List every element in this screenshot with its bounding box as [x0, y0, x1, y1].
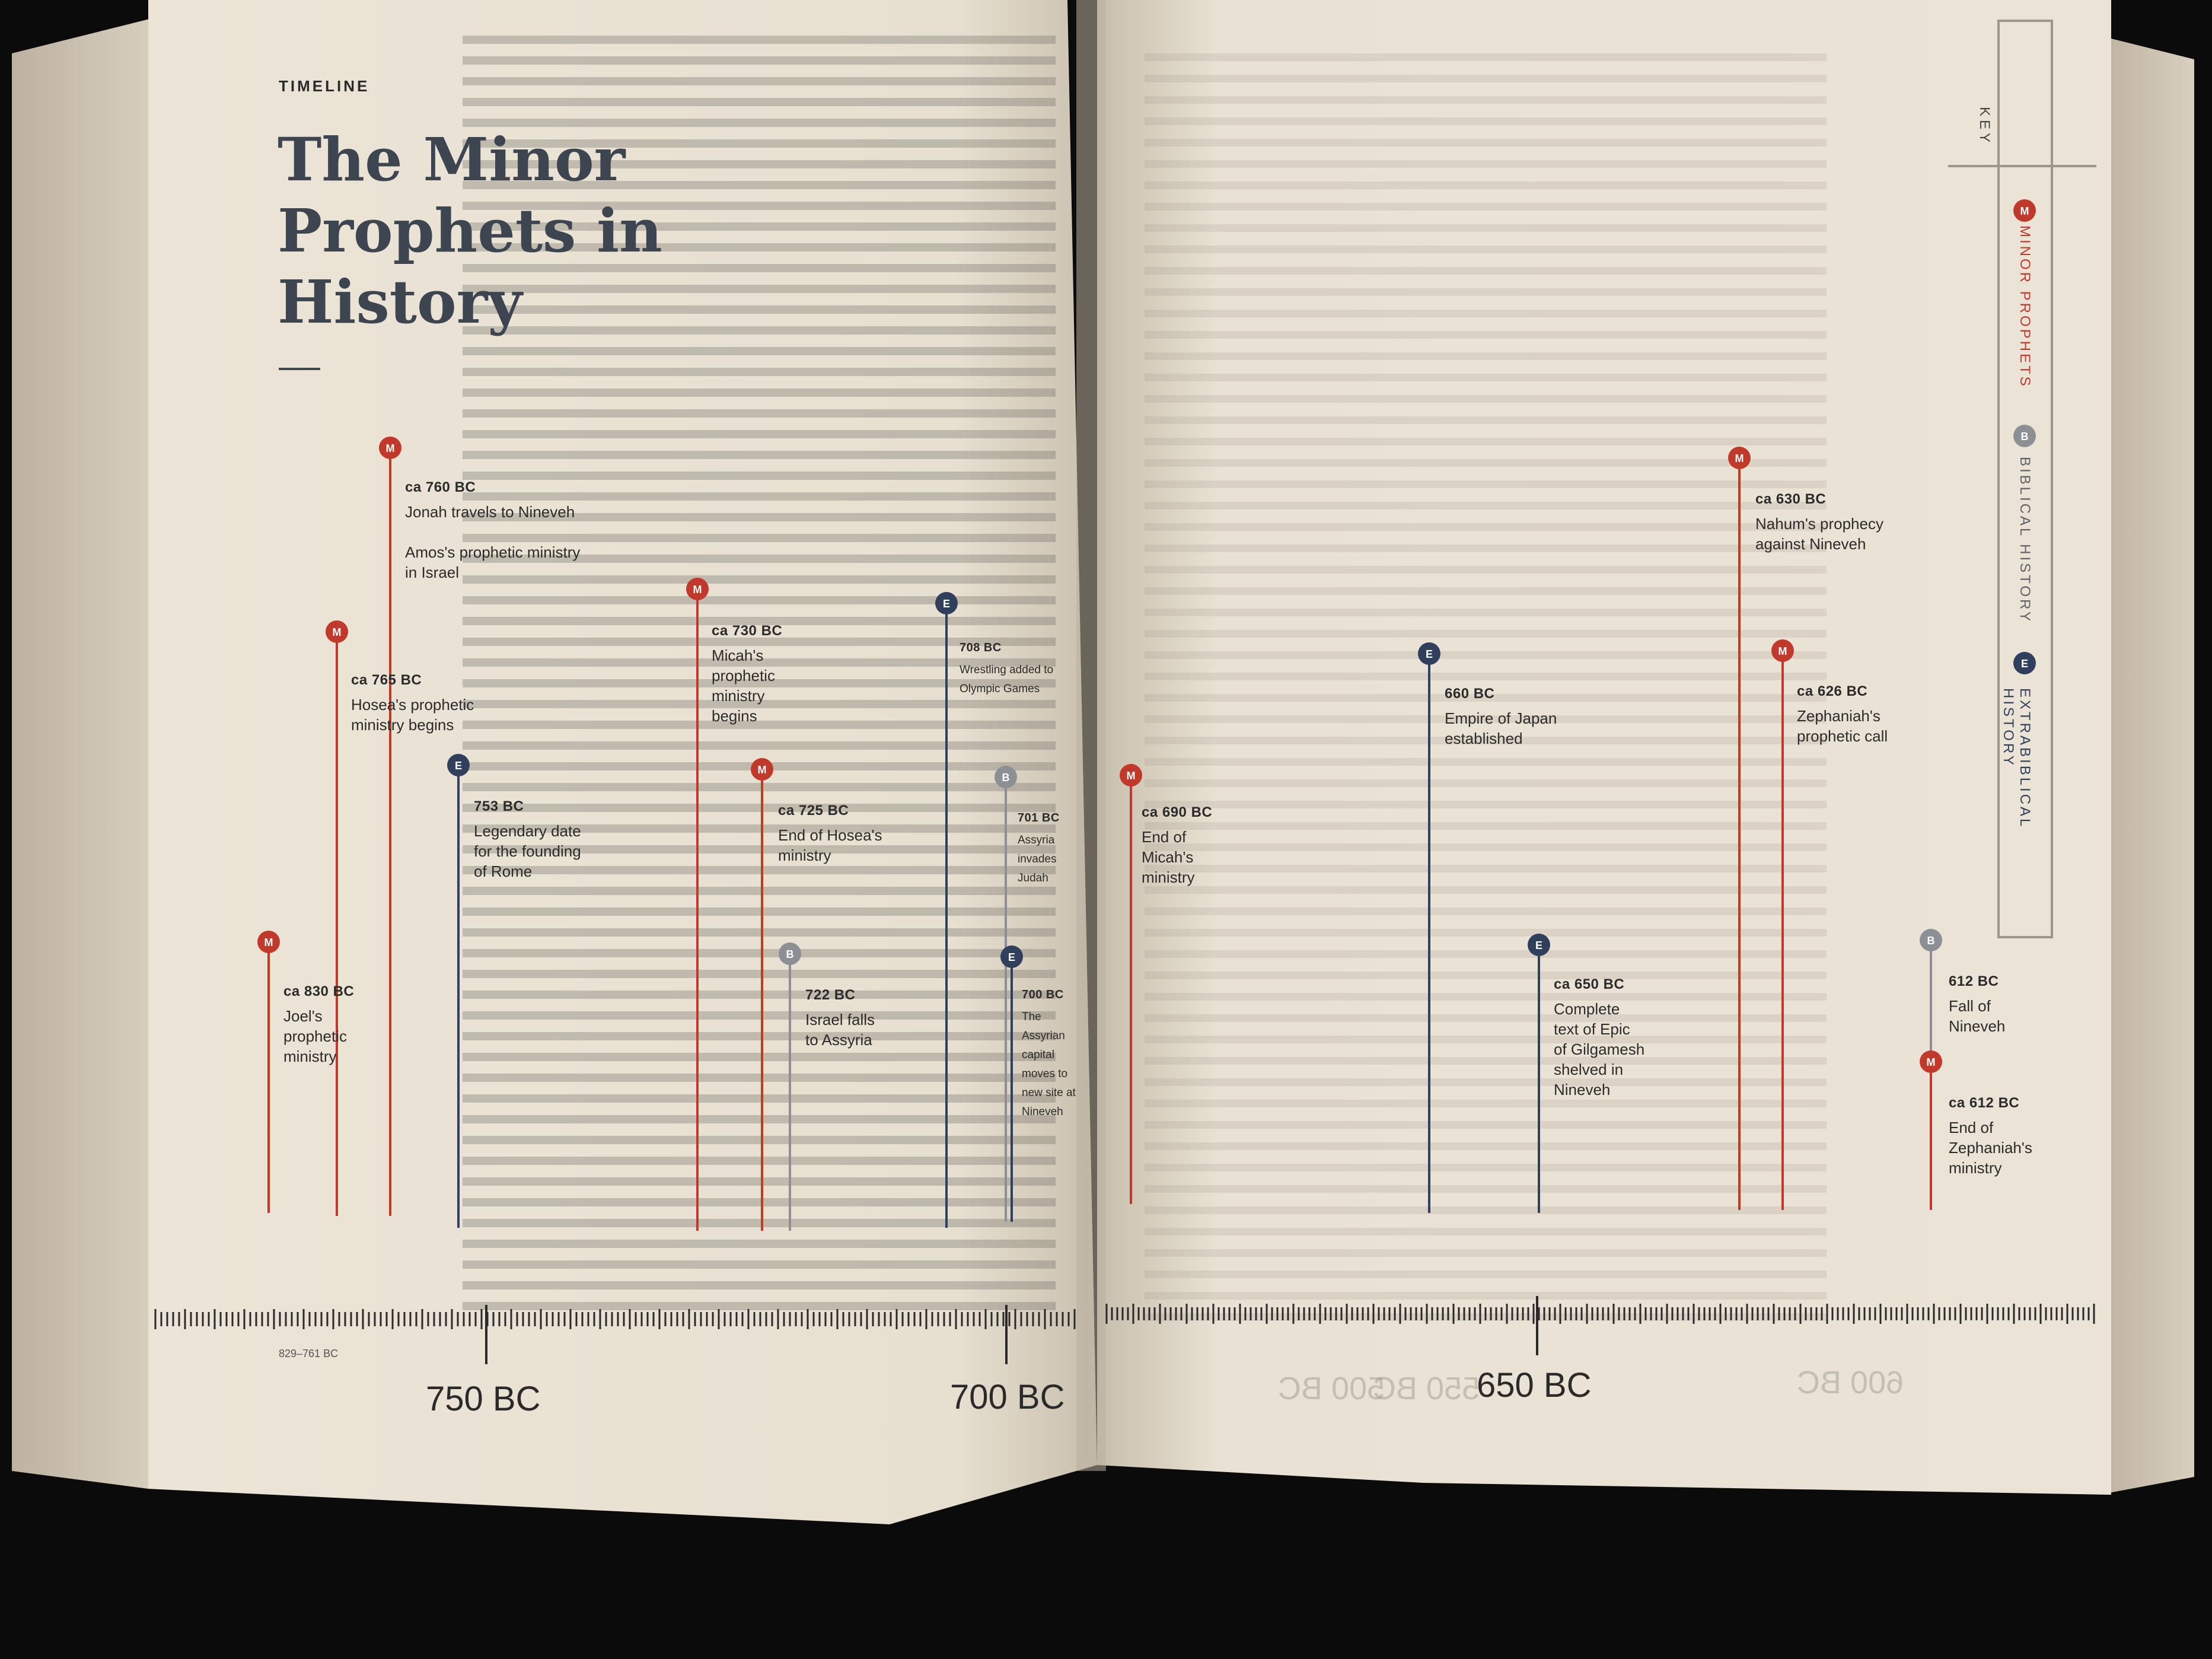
- ghost-line: [463, 1011, 1056, 1020]
- event-marker-letter: M: [1778, 645, 1787, 657]
- ghost-line: [1145, 53, 1827, 61]
- ghost-line: [1145, 331, 1827, 339]
- ghost-line: [1145, 843, 1827, 851]
- ghost-line: [1145, 993, 1827, 1001]
- ghost-line: [1145, 1249, 1827, 1257]
- ghost-line: [463, 1302, 1056, 1310]
- ghost-line: [1145, 224, 1827, 232]
- ghost-line: [1145, 886, 1827, 894]
- ghost-line: [463, 928, 1056, 937]
- ghost-line: [1145, 1270, 1827, 1278]
- event-label-assyria-judah: 701 BC Assyria invades Judah: [1018, 811, 1060, 884]
- ghost-line: [1145, 1078, 1827, 1086]
- ghost-line: [1145, 801, 1827, 808]
- event-marker-letter: M: [1735, 453, 1744, 464]
- ghost-line: [463, 326, 1056, 335]
- ghost-line: [1145, 1014, 1827, 1022]
- ghost-line: [463, 1198, 1056, 1206]
- event-label-japan: 660 BC Empire of Japan established: [1445, 686, 1557, 747]
- page-title-line-3: History: [278, 267, 522, 337]
- ghost-line: [463, 1053, 1056, 1061]
- ghost-line: [463, 389, 1056, 397]
- ghost-line: [463, 991, 1056, 999]
- ghost-line: [463, 1136, 1056, 1144]
- event-marker-letter: M: [1926, 1056, 1936, 1068]
- event-marker-letter: M: [385, 442, 395, 454]
- event-label-hosea-ends: ca 725 BC End of Hosea's ministry: [778, 803, 882, 864]
- page-title-line-1: The Minor: [278, 125, 626, 195]
- event-label-rome: 753 BC Legendary date for the founding of Rome: [474, 798, 581, 880]
- ghost-line: [463, 741, 1056, 750]
- event-label-micah-ends: ca 690 BC End of Micah's ministry: [1142, 804, 1213, 886]
- ghost-line: [463, 430, 1056, 438]
- event-marker-letter: M: [693, 584, 702, 596]
- ghost-line: [463, 970, 1056, 978]
- event-marker-letter: E: [1425, 648, 1433, 660]
- ghost-line: [463, 451, 1056, 459]
- event-label-assyrian-capital: 700 BC The Assyrian capital moves to new site at Nineveh: [1022, 988, 1076, 1118]
- ghost-line: [463, 1177, 1056, 1186]
- ghost-line: [1145, 1036, 1827, 1043]
- left-page-edges: [12, 18, 154, 1489]
- ghost-line: [463, 1115, 1056, 1123]
- ghost-line: [1145, 822, 1827, 830]
- event-marker-letter: M: [757, 764, 767, 776]
- ghost-line: [1145, 566, 1827, 574]
- ghost-line: [463, 907, 1056, 916]
- ghost-line: [1145, 544, 1827, 552]
- ghost-line: [1145, 288, 1827, 296]
- ghost-line: [1145, 1292, 1827, 1300]
- ghost-line: [1145, 459, 1827, 467]
- event-label-zephaniah-call: ca 626 BC Zephaniah's prophetic call: [1797, 683, 1888, 745]
- ghost-line: [1145, 1121, 1827, 1129]
- mirrored-axis-label-600: 600 BC: [1797, 1365, 1904, 1400]
- ghost-line: [463, 285, 1056, 293]
- ghost-line: [463, 887, 1056, 895]
- ghost-line: [1145, 1228, 1827, 1236]
- ghost-line: [1145, 1142, 1827, 1150]
- ghost-line: [1145, 630, 1827, 638]
- ghost-line: [1145, 502, 1827, 510]
- ghost-line: [463, 305, 1056, 314]
- ghost-line: [1145, 352, 1827, 360]
- event-label-nineveh-falls: 612 BC Fall of Nineveh: [1949, 973, 2006, 1035]
- ghost-line: [463, 1240, 1056, 1248]
- ghost-line: [1145, 651, 1827, 659]
- event-marker-letter: B: [786, 948, 794, 960]
- page-title-line-2: Prophets in: [278, 196, 662, 266]
- ghost-line: [1145, 609, 1827, 616]
- ghost-line: [463, 1032, 1056, 1040]
- ghost-line: [1145, 1164, 1827, 1171]
- key-marker-letter: E: [2020, 658, 2029, 670]
- ghost-line: [463, 409, 1056, 418]
- ghost-line: [1145, 438, 1827, 445]
- mirrored-axis-label-550: 550 BC: [1373, 1371, 1480, 1406]
- key-marker-letter: M: [2020, 205, 2029, 217]
- ghost-line: [1145, 246, 1827, 253]
- key-item-extrabiblical: EXTRABIBLICAL HISTORY: [2000, 688, 2033, 829]
- ghost-line: [1145, 758, 1827, 766]
- ghost-line: [463, 347, 1056, 355]
- event-label-wrestling: 708 BC Wrestling added to Olympic Games: [960, 641, 1054, 695]
- ghost-line: [1145, 203, 1827, 211]
- ghost-line: [463, 949, 1056, 957]
- right-page-edges: [2099, 36, 2194, 1495]
- ghost-line: [1145, 117, 1827, 125]
- ghost-line: [1145, 779, 1827, 787]
- ghost-line: [1145, 75, 1827, 82]
- ghost-line: [1145, 181, 1827, 189]
- key-item-minor: MINOR PROPHETS: [2017, 225, 2033, 389]
- ghost-line: [463, 596, 1056, 604]
- event-label-micah-begins: ca 730 BC Micah's prophetic ministry begins: [712, 623, 783, 725]
- event-marker-letter: E: [942, 598, 951, 610]
- ghost-line: [1145, 1057, 1827, 1065]
- ghost-line: [463, 1281, 1056, 1289]
- event-marker-letter: B: [1002, 772, 1010, 784]
- event-marker-letter: E: [454, 760, 463, 772]
- axis-label-700: 700 BC: [950, 1378, 1065, 1416]
- event-marker-letter: E: [1008, 951, 1016, 963]
- ghost-line: [1145, 907, 1827, 915]
- key-label: KEY: [1977, 107, 1993, 147]
- ghost-line: [463, 98, 1056, 106]
- ghost-line: [1145, 395, 1827, 403]
- ghost-line: [1145, 523, 1827, 531]
- ghost-line: [1145, 972, 1827, 979]
- event-label-hosea-begins: ca 765 BC Hosea's prophetic ministry begins: [351, 672, 474, 734]
- ghost-line: [1145, 950, 1827, 958]
- ghost-line: [1145, 96, 1827, 104]
- axis-label-650: 650 BC: [1477, 1366, 1592, 1405]
- section-label: TIMELINE: [279, 77, 370, 95]
- ghost-line: [463, 368, 1056, 376]
- ghost-line: [463, 36, 1056, 44]
- event-label-nahum: ca 630 BC Nahum's prophecy against Nineveh: [1755, 491, 1883, 553]
- ghost-line: [1145, 416, 1827, 424]
- ghost-line: [1145, 587, 1827, 595]
- ghost-line: [463, 1219, 1056, 1227]
- event-marker-letter: E: [1535, 940, 1543, 951]
- range-note: 829–761 BC: [279, 1348, 339, 1359]
- key-marker-letter: B: [2020, 431, 2029, 442]
- ghost-line: [463, 1094, 1056, 1103]
- ghost-line: [1145, 310, 1827, 317]
- event-label-zephaniah-ends: ca 612 BC End of Zephaniah's ministry: [1949, 1095, 2032, 1177]
- mirrored-axis-label-500: 500 BC: [1278, 1371, 1385, 1406]
- ghost-line: [1145, 267, 1827, 275]
- event-label-jonah-amos: ca 760 BC Jonah travels to Nineveh Amos's prophetic ministry in Israel: [405, 479, 581, 581]
- event-marker-letter: M: [332, 626, 342, 638]
- ghost-line: [463, 1260, 1056, 1269]
- ghost-line: [1145, 374, 1827, 381]
- ghost-line: [1145, 139, 1827, 147]
- ghost-line: [1145, 1100, 1827, 1107]
- event-marker-letter: M: [264, 937, 273, 948]
- ghost-line: [1145, 929, 1827, 937]
- ghost-line: [463, 77, 1056, 85]
- ghost-line: [1145, 480, 1827, 488]
- event-marker-letter: M: [1126, 770, 1136, 782]
- ghost-line: [1145, 1185, 1827, 1193]
- event-label-joel: ca 830 BC Joel's prophetic ministry: [283, 983, 355, 1065]
- event-label-israel-falls: 722 BC Israel falls to Assyria: [805, 987, 875, 1049]
- ghost-line: [1145, 865, 1827, 873]
- ghost-line: [463, 56, 1056, 65]
- axis-label-750: 750 BC: [426, 1380, 541, 1418]
- ghost-line: [1145, 160, 1827, 168]
- ghost-line: [1145, 1206, 1827, 1214]
- event-label-gilgamesh: ca 650 BC Complete text of Epic of Gilgamesh shelved in Nineveh: [1554, 976, 1645, 1098]
- gutter-shadow: [1076, 0, 1106, 1471]
- event-marker-letter: B: [1927, 935, 1935, 947]
- key-item-biblical: BIBLICAL HISTORY: [2017, 457, 2033, 623]
- ghost-line: [463, 1074, 1056, 1082]
- title-rule: [279, 368, 320, 370]
- ghost-line: [463, 1157, 1056, 1165]
